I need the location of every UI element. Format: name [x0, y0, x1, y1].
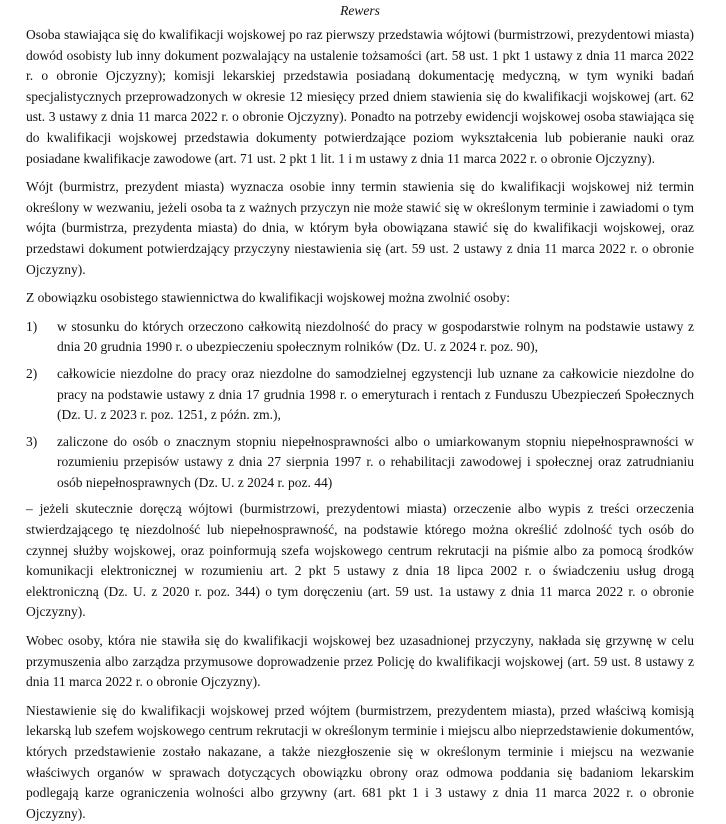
paragraph-exemption-condition: – jeżeli skutecznie doręczą wójtowi (burmistrzowi, prezydentowi miasta) orzeczenie albo wypis z treści orzeczenia stwierdzającego tę niezdolność lub niepełnosprawność, na podstawie którego można określić zdolność tych osób do czynnej służby wojskowej, oraz poinformują szefa wojskowego centrum rekrutacji na piśmie albo za pomocą środków komunikacji elektronicznej w rozumieniu art. 2 pkt 5 ustawy z dnia 18 lipca 2002 r. o świadczeniu usług drogą elektroniczną (Dz. U. z 2020 r. poz. 344) o tym doręczeniu (art. 59 ust. 1a ustawy z dnia 11 marca 2022 r. o obronie Ojczyzny). — [26, 501, 694, 620]
paragraph-fine: Wobec osoby, która nie stawiła się do kwalifikacji wojskowej bez uzasadnionej przyczyny, nakłada się grzywnę w celu przymuszenia albo zarządza przymusowe doprowadzenie przez Policję do kwalifikacji wojskowej (art. 59 ust. 8 ustawy z dnia 11 marca 2022 r. o obronie Ojczyzny). — [26, 633, 694, 690]
list-item — [26, 317, 694, 358]
exemption-list — [26, 317, 694, 494]
list-item-text: w stosunku do których orzeczono całkowitą niezdolność do pracy w gospodarstwie rolnym na podstawie ustawy z dnia 20 grudnia 1990 r. o ubezpieczeniu społecznym rolników (Dz. U. z 2024 r. poz. 90), — [57, 318, 694, 355]
list-item-number: 1) — [26, 318, 38, 334]
paragraph-alternative-date: Wójt (burmistrz, prezydent miasta) wyznacza osobie inny termin stawienia się do kwalifikacji wojskowej niż termin określony w wezwaniu, jeżeli osoba ta z ważnych przyczyn nie może stawić się w określonym terminie i zawiadomi o tym wójta (burmistrza, prezydenta miasta) do dnia, w którym była obowiązana stawić się do kwalifikacji wojskowej, oraz przedstawi dokument potwierdzający przyczyny niestawienia się (art. 59 ust. 2 ustawy z dnia 11 marca 2022 r. o obronie Ojczyzny). — [26, 179, 694, 277]
document-page — [0, 1, 726, 821]
list-item — [26, 364, 694, 426]
paragraph-penalty: Niestawienie się do kwalifikacji wojskowej przed wójtem (burmistrzem, prezydentem miasta), przed właściwą komisją lekarską lub szefem wojskowego centrum rekrutacji w określonym terminie i miejscu albo nieprzedstawienie dokumentów, których przedstawienie zostało nakazane, a także niezgłoszenie się w określonym terminie i miejscu na wezwanie właściwych organów w sprawach dotyczących obowiązku obrony oraz odmowa poddania się badaniom lekarskim podlegają karze ograniczenia wolności albo grzywny (art. 681 pkt 1 i 3 ustawy z dnia 11 marca 2022 r. o obronie Ojczyzny). — [26, 702, 694, 821]
page-title: Rewers — [340, 3, 380, 18]
list-item-text: zaliczone do osób o znacznym stopniu niepełnosprawności albo o umiarkowanym stopniu niepełnosprawności w rozumieniu przepisów ustawy z dnia 27 sierpnia 1997 r. o rehabilitacji zawodowej i społecznej oraz zatrudnianiu osób niepełnosprawnych (Dz. U. z 2024 r. poz. 44) — [57, 433, 694, 490]
list-item-text: całkowicie niezdolne do pracy oraz niezdolne do samodzielnej egzystencji lub uznane za całkowicie niezdolne do pracy na podstawie ustawy z dnia 17 grudnia 1998 r. o emeryturach i rentach z Funduszu Ubezpieczeń Społecznych (Dz. U. z 2023 r. poz. 1251, z późn. zm.), — [57, 365, 694, 423]
list-item-number: 2) — [26, 365, 38, 381]
list-item-number: 3) — [26, 433, 38, 449]
paragraph-documents-required: Osoba stawiająca się do kwalifikacji wojskowej po raz pierwszy przedstawia wójtowi (burmistrzowi, prezydentowi miasta) dowód osobisty lub inny dokument pozwalający na ustalenie tożsamości (art. 58 ust. 1 pkt 1 ustawy z dnia 11 marca 2022 r. o obronie Ojczyzny); komisji lekarskiej przedstawia posiadaną dokumentację medyczną, w tym wyniki badań specjalistycznych przeprowadzonych w okresie 12 miesięcy przed dniem stawienia się do kwalifikacji wojskowej (art. 62 ust. 3 ustawy z dnia 11 marca 2022 r. o obronie Ojczyzny). Ponadto na potrzeby ewidencji wojskowej osoba stawiająca się do kwalifikacji wojskowej przedstawia dokumenty potwierdzające poziom wykształcenia lub pobieranie nauki oraz posiadane kwalifikacje zawodowe (art. 71 ust. 2 pkt 1 lit. 1 i m ustawy z dnia 11 marca 2022 r. o obronie Ojczyzny). — [26, 27, 694, 166]
paragraph-exemption-intro: Z obowiązku osobistego stawiennictwa do kwalifikacji wojskowej można zwolnić osoby: — [26, 290, 511, 306]
list-item — [26, 432, 694, 494]
